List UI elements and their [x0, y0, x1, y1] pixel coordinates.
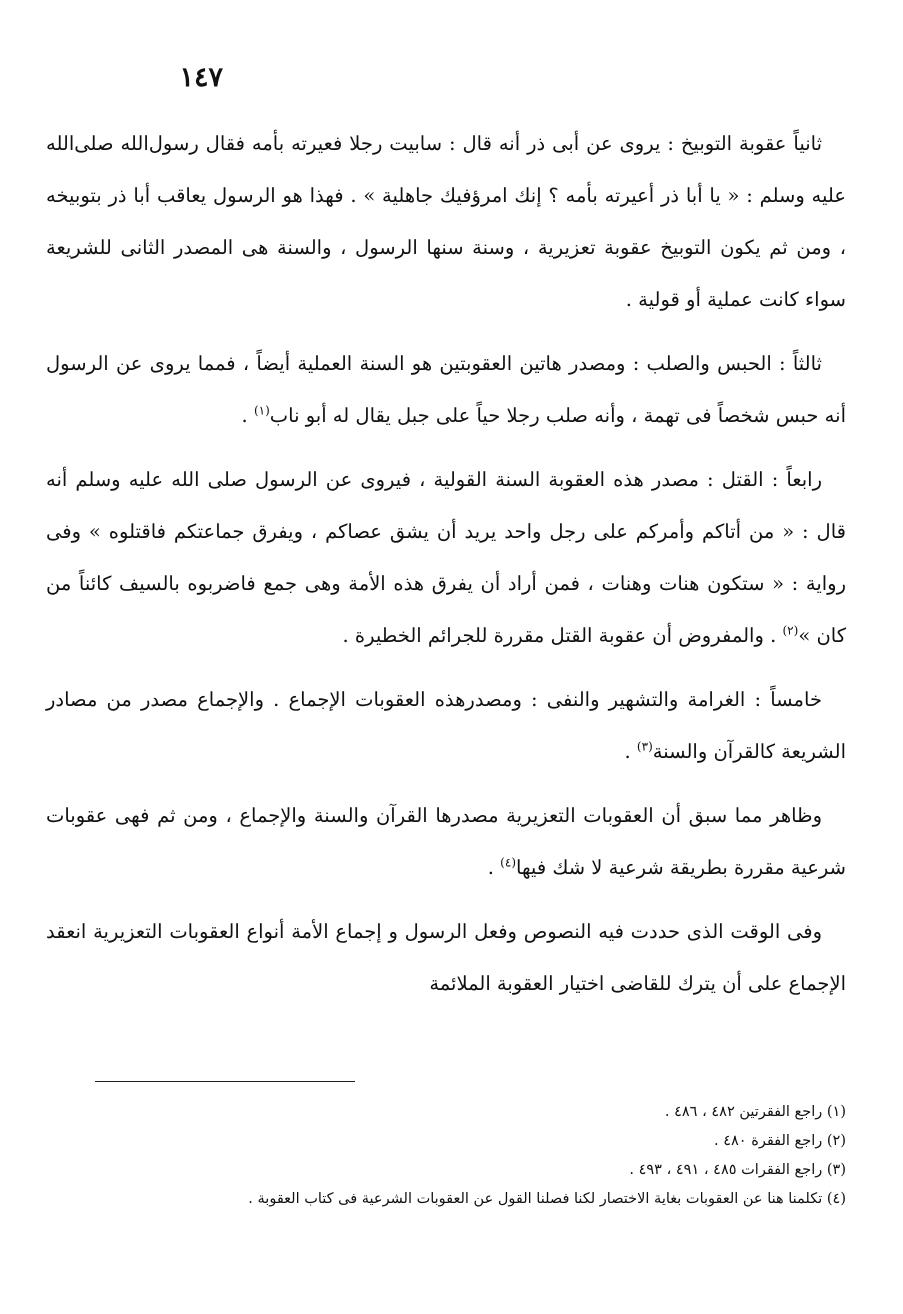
footnote-marker: (٢) [782, 623, 799, 638]
paragraph-fine [46, 674, 846, 778]
page-number: ١٤٧ [179, 62, 223, 93]
paragraph-text: خامساً : الغرامة والتشهير والنفى : ومصدرهذه العقوبات الإجماع . والإجماع مصدر من مصادر الشريعة كالقرآن والسنة [46, 688, 846, 763]
footnote-marker: (١) [253, 403, 270, 418]
paragraph-killing [46, 454, 846, 662]
footnote-divider [95, 1081, 355, 1082]
footnote-marker: (٤) [500, 855, 516, 870]
paragraph-text: وفى الوقت الذى حددت فيه النصوص وفعل الرسول و إجماع الأمة أنواع العقوبات التعزيرية انعقد الإجماع على أن يترك للقاضى اختيار العقوبة الملائمة [46, 920, 846, 995]
paragraph-text: ثانياً عقوبة التوبيخ : يروى عن أبى ذر أنه قال : سابيت رجلا فعيرته بأمه فقال رسول‌الله صلى‌الله عليه وسلم : « يا أبا ذر أعيرته بأمه ؟ إنك امرؤفيك جاهلية » . فهذا هو الرسول يعاقب أبا ذر بتوبيخه ، ومن ثم يكون التوبيخ عقوبة تعزيرية ، وسنة سنها الرسول ، والسنة هى المصدر الثانى للشريعة سواء كانت عملية أو قولية . [46, 132, 846, 311]
footnote: (١) راجع الفقرتين ٤٨٢ ، ٤٨٦ . [664, 1104, 846, 1120]
paragraph-text: ثالثاً : الحبس والصلب : ومصدر هاتين العقوبتين هو السنة العملية أيضاً ، فمما يروى عن الرسول أنه حبس شخصاً فى تهمة ، وأنه صلب رجلا حياً على جبل يقال له أبو ناب [46, 352, 846, 427]
paragraph-reprimand [46, 118, 846, 326]
paragraph-tail: . [241, 404, 254, 427]
paragraph-consensus [46, 906, 846, 1010]
footnote: (٤) تكلمنا هنا عن العقوبات بغاية الاختصار لكنا فصلنا القول عن العقوبات الشرعية فى كتاب العقوبة . [248, 1191, 846, 1207]
body-text [46, 118, 846, 1010]
footnote: (٢) راجع الفقرة ٤٨٠ . [714, 1133, 846, 1149]
paragraph-tail: . والمفروض أن عقوبة القتل مقررة للجرائم الخطيرة . [342, 624, 783, 647]
footnotes [46, 1098, 846, 1214]
footnote-marker: (٣) [636, 739, 653, 754]
paragraph-imprisonment [46, 338, 846, 442]
paragraph-tail: . [487, 856, 501, 879]
paragraph-text: رابعاً : القتل : مصدر هذه العقوبة السنة القولية ، فيروى عن الرسول صلى الله عليه وسلم أنه قال : « من أتاكم وأمركم على رجل واحد يريد أن يشق عصاكم ، ويفرق جماعتكم فاقتلوه » وفى رواية : « ستكون هنات وهنات ، فمن أراد أن يفرق هذه الأمة وهى جمع فاضربوه بالسيف كائناً من كان » [46, 468, 846, 647]
paragraph-tail: . [624, 740, 637, 763]
paragraph-text: وظاهر مما سبق أن العقوبات التعزيرية مصدرها القرآن والسنة والإجماع ، ومن ثم فهى عقوبات شرعية مقررة بطريقة شرعية لا شك فيها [46, 804, 846, 879]
footnote: (٣) راجع الفقرات ٤٨٥ ، ٤٩١ ، ٤٩٣ . [629, 1162, 846, 1178]
paragraph-summary [46, 790, 846, 894]
